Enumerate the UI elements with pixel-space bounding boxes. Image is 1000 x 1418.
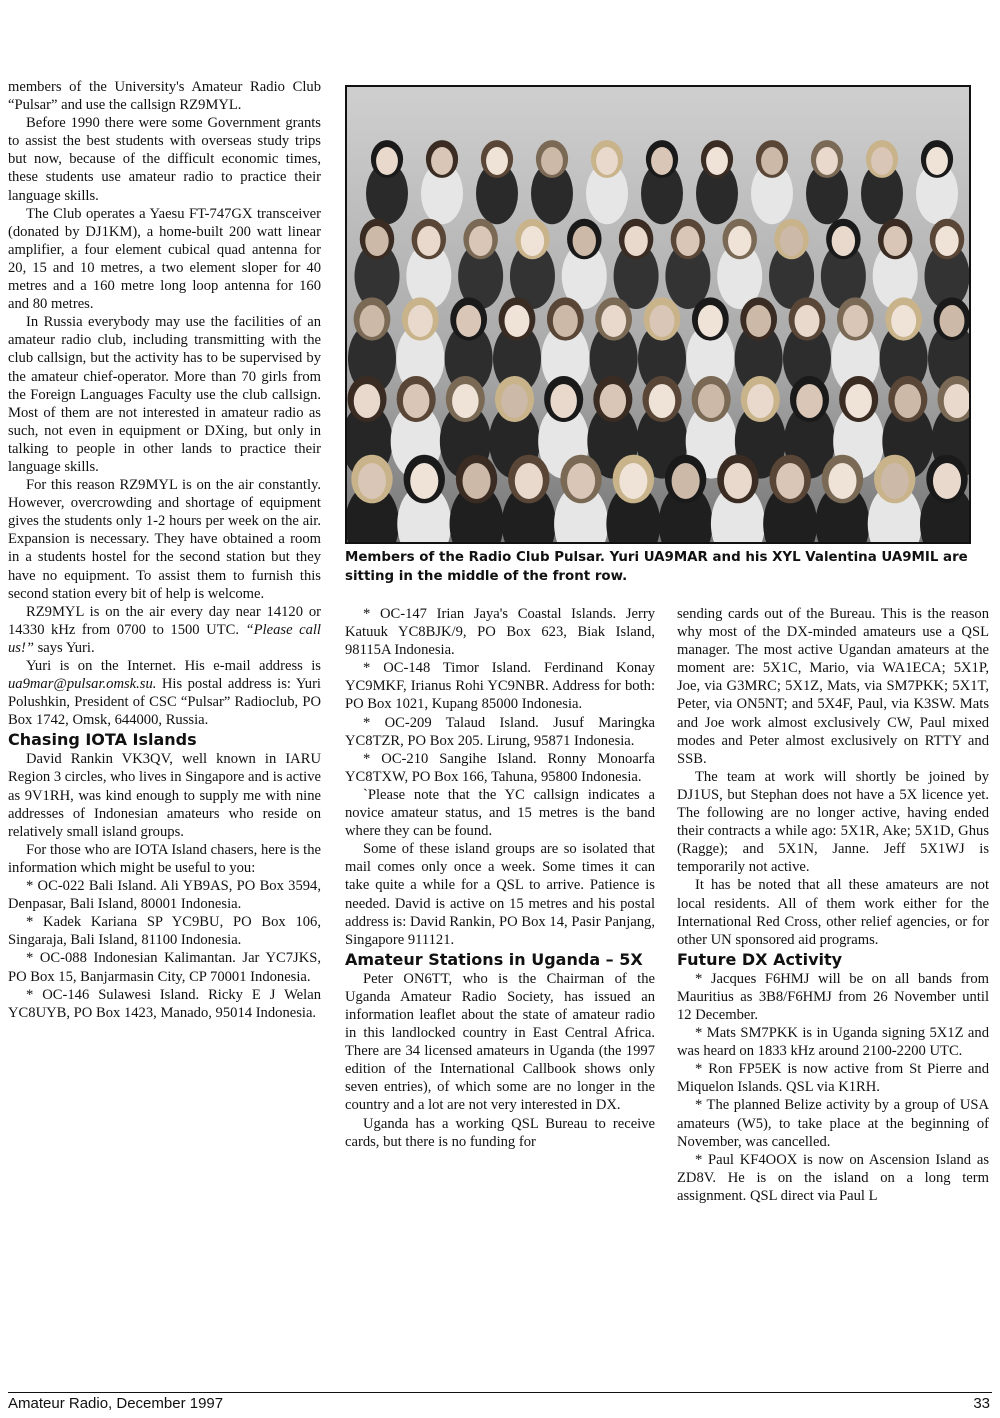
- person-face: [883, 226, 906, 256]
- text: RZ9MYL is on the air every day near 14120 or 14330 kHz from 0700 to 1500 UTC.: [8, 603, 321, 638]
- person-face: [541, 147, 563, 175]
- person-face: [463, 463, 491, 499]
- person-face: [550, 384, 577, 418]
- person-face: [600, 384, 627, 418]
- person-face: [431, 147, 453, 175]
- article-column-3: [677, 605, 989, 1205]
- person-face: [452, 384, 479, 418]
- paragraph: * OC-210 Sangihe Island. Ronny Monoarfa YC8TXW, PO Box 166, Tahuna, 95800 Indonesia.: [345, 750, 655, 785]
- person-face: [486, 147, 508, 175]
- person-face: [410, 463, 438, 499]
- paragraph: For those who are IOTA Island chasers, here is the information which might be useful to you:: [8, 841, 321, 876]
- paragraph: In Russia everybody may use the facilities of an amateur radio club, including transmitting with the club callsign, but the activity has to be supervised by the amateur chief-operator. More than 70 girls from the Foreign Languages Faculty use the club callsign. Most of them are not interested in amateur radio as such, not even in equipment or DXing, but only in talking to people in other lands to practice their language skills.: [8, 314, 321, 475]
- person-face: [795, 305, 820, 337]
- person-face: [354, 384, 381, 418]
- quote-text: “Please call us!”: [8, 621, 321, 656]
- section-heading-iota: Chasing IOTA Islands: [8, 730, 197, 750]
- paragraph: Some of these island groups are so isolated that mail comes only once a week. Some times it can take quite a while for a QSL to arrive. Patience is needed. David is active on 15 metres and his postal address is: David Rankin, PO Box 14, Pasir Panjang, Singapore 911121.: [345, 841, 655, 948]
- text: Yuri is on the Internet. His e-mail address is: [26, 658, 321, 674]
- text: says Yuri.: [33, 639, 95, 656]
- footer-publication: Amateur Radio, December 1997: [8, 1395, 224, 1412]
- person-face: [505, 305, 530, 337]
- person-face: [672, 463, 700, 499]
- paragraph: * OC-146 Sulawesi Island. Ricky E J Welan YC8UYB, PO Box 1423, Manado, 95014 Indonesia.: [8, 986, 321, 1021]
- paragraph: * OC-088 Indonesian Kalimantan. Jar YC7JKS, PO Box 15, Banjarmasin City, CP 70001 Indonesia.: [8, 950, 321, 985]
- paragraph: * OC-209 Talaud Island. Jusuf Maringka YC8TZR, PO Box 205. Lirung, 95871 Indonesia.: [345, 714, 655, 749]
- person-face: [515, 463, 543, 499]
- person-face: [926, 147, 948, 175]
- paragraph: [8, 657, 321, 729]
- person-face: [601, 305, 626, 337]
- person-face: [881, 463, 909, 499]
- person-face: [417, 226, 440, 256]
- person-face: [776, 463, 804, 499]
- email-address: ua9mar@pulsar.omsk.su.: [8, 676, 157, 693]
- person-face: [832, 226, 855, 256]
- person-face: [746, 305, 771, 337]
- person-face: [796, 384, 823, 418]
- paragraph: The team at work will shortly be joined by DJ1US, but Stephan does not have a 5X licence yet. The following are no longer active, having ended their contracts a while ago: 5X1R, Ake; 5X1D, Ghus (Ragge); and 5X1N, Janne. Jeff 5X1WJ is temporarily not active.: [677, 768, 989, 876]
- person-face: [360, 305, 385, 337]
- person-face: [935, 226, 958, 256]
- person-face: [358, 463, 386, 499]
- person-face: [728, 226, 751, 256]
- section-heading-uganda: Amateur Stations in Uganda – 5X: [345, 949, 643, 969]
- person-face: [676, 226, 699, 256]
- paragraph: * Paul KF4OOX is now on Ascension Island as ZD8V. He is on the island on a long term assignment. QSL direct via Paul L: [677, 1151, 989, 1204]
- person-face: [933, 463, 961, 499]
- person-face: [651, 147, 673, 175]
- person-face: [501, 384, 528, 418]
- paragraph: The Club operates a Yaesu FT-747GX transceiver (donated by DJ1KM), a home-built 200 watt linear amplifier, a four element cubical quad antenna for 20, 15 and 10 metres, a two element sloper for 40 metres and a 160 metre long loop antenna for 160 and 80 metres.: [8, 205, 321, 313]
- person-face: [706, 147, 728, 175]
- person-face: [408, 305, 433, 337]
- paragraph: * OC-022 Bali Island. Ali YB9AS, PO Box 3594, Denpasar, Bali Island, 80001 Indonesia.: [8, 878, 321, 913]
- paragraph: Peter ON6TT, who is the Chairman of the Uganda Amateur Radio Society, has issued an information leaflet about the state of amateur radio in this landlocked country in East Central Africa. There are 34 licensed amateurs in Uganda (the 1997 edition of the International Callbook shows only seven entries), of which some are no longer in the country and a lot are not very interested in DX.: [345, 970, 655, 1114]
- photo-caption: Members of the Radio Club Pulsar. Yuri UA9MAR and his XYL Valentina UA9MIL are sitting in the middle of the front row.: [345, 550, 968, 584]
- article-column-2: [345, 605, 655, 1151]
- person-face: [456, 305, 481, 337]
- person-face: [553, 305, 578, 337]
- paragraph: * Ron FP5EK is now active from St Pierre and Miquelon Islands. QSL via K1RH.: [677, 1061, 989, 1096]
- paragraph: Before 1990 there were some Government grants to assist the best students with overseas study trips but now, because of the difficult economic times, these students use amateur radio to practice their language skills.: [8, 115, 321, 204]
- paragraph: * Mats SM7PKK is in Uganda signing 5X1Z and was heard on 1833 kHz around 2100-2200 UTC.: [677, 1025, 989, 1060]
- paragraph: sending cards out of the Bureau. This is the reason why most of the DX-minded amateurs use a QSL manager. The most active Ugandan amateurs at the moment are: 5X1C, Mario, via WA1ECA; 5X1P, Joe, via G3MRC; 5X1Z, Mats, via SM7PKK; 5X1T, Peter, via ON5NT; and 5X4F, Paul, via K3SW. Mats and Joe work almost exclusively CW, Paul mixed modes and Peter almost exclusively on RTTY and SSB.: [677, 606, 989, 767]
- person-face: [573, 226, 596, 256]
- paragraph: * The planned Belize activity by a group of USA amateurs (W5), to take place at the beginning of November, was cancelled.: [677, 1097, 989, 1150]
- paragraph: * OC-148 Timor Island. Ferdinand Konay YC9MKF, Irianus Rohi YC9NBR. Address for both: PO Box 1021, Kupang 85000 Indonesia.: [345, 660, 655, 713]
- section-heading-future-dx: Future DX Activity: [677, 949, 843, 969]
- person-face: [624, 226, 647, 256]
- paragraph: David Rankin VK3QV, well known in IARU Region 3 circles, who lives in Singapore and is active as 9V1RH, was kind enough to supply me with nine addresses of Indonesian amateurs who reside on relatively small island groups.: [8, 751, 321, 840]
- group-photo: [345, 85, 971, 544]
- person-face: [698, 305, 723, 337]
- person-face: [895, 384, 922, 418]
- person-face: [365, 226, 388, 256]
- person-face: [828, 463, 856, 499]
- person-face: [521, 226, 544, 256]
- paragraph: For this reason RZ9MYL is on the air constantly. However, overcrowding and shortage of equipment gives the students only 1-2 hours per week on the air. Expansion is necessary. They have obtained a room in a students hostel for the second station but they have no equipment. To assist them to furnish this second station every bit of help is welcome.: [8, 477, 321, 602]
- person-face: [891, 305, 916, 337]
- person-face: [619, 463, 647, 499]
- paragraph: It has be noted that all these amateurs are not local residents. All of them work either for the International Red Cross, other relief agencies, or for other UN sponsored aid programs.: [677, 877, 989, 948]
- paragraph: Uganda has a working QSL Bureau to receive cards, but there is no funding for: [345, 1115, 655, 1150]
- person-face: [724, 463, 752, 499]
- paragraph: members of the University's Amateur Radio Club “Pulsar” and use the callsign RZ9MYL.: [8, 79, 321, 114]
- paragraph: * Kadek Kariana SP YC9BU, PO Box 106, Singaraja, Bali Island, 81100 Indonesia.: [8, 914, 321, 949]
- person-face: [845, 384, 872, 418]
- person-face: [596, 147, 618, 175]
- person-face: [940, 305, 965, 337]
- text: His postal address is: Yuri Polushkin, President of CSC “Pulsar” Radioclub, PO Box 1742, Omsk, 644000, Russia.: [8, 676, 321, 729]
- page-number: 33: [973, 1395, 990, 1412]
- person-face: [780, 226, 803, 256]
- person-face: [403, 384, 430, 418]
- person-face: [650, 305, 675, 337]
- paragraph: [8, 603, 321, 657]
- article-column-1: [8, 78, 321, 1022]
- person-face: [649, 384, 676, 418]
- group-photo-image: [347, 87, 969, 542]
- person-face: [376, 147, 398, 175]
- paragraph: * Jacques F6HMJ will be on all bands from Mauritius as 3B8/F6HMJ from 26 November until 12 December.: [677, 970, 989, 1023]
- footer-rule: [8, 1392, 992, 1393]
- person-face: [761, 147, 783, 175]
- person-face: [871, 147, 893, 175]
- person-face: [698, 384, 725, 418]
- person-face: [469, 226, 492, 256]
- person-face: [843, 305, 868, 337]
- paragraph: * OC-147 Irian Jaya's Coastal Islands. Jerry Katuuk YC8BJK/9, PO Box 623, Biak Island, 98115A Indonesia.: [345, 606, 655, 659]
- person-face: [567, 463, 595, 499]
- paragraph: `Please note that the YC callsign indicates a novice amateur status, and 15 metres is the band where they can be found.: [345, 786, 655, 840]
- person-face: [816, 147, 838, 175]
- person-face: [747, 384, 774, 418]
